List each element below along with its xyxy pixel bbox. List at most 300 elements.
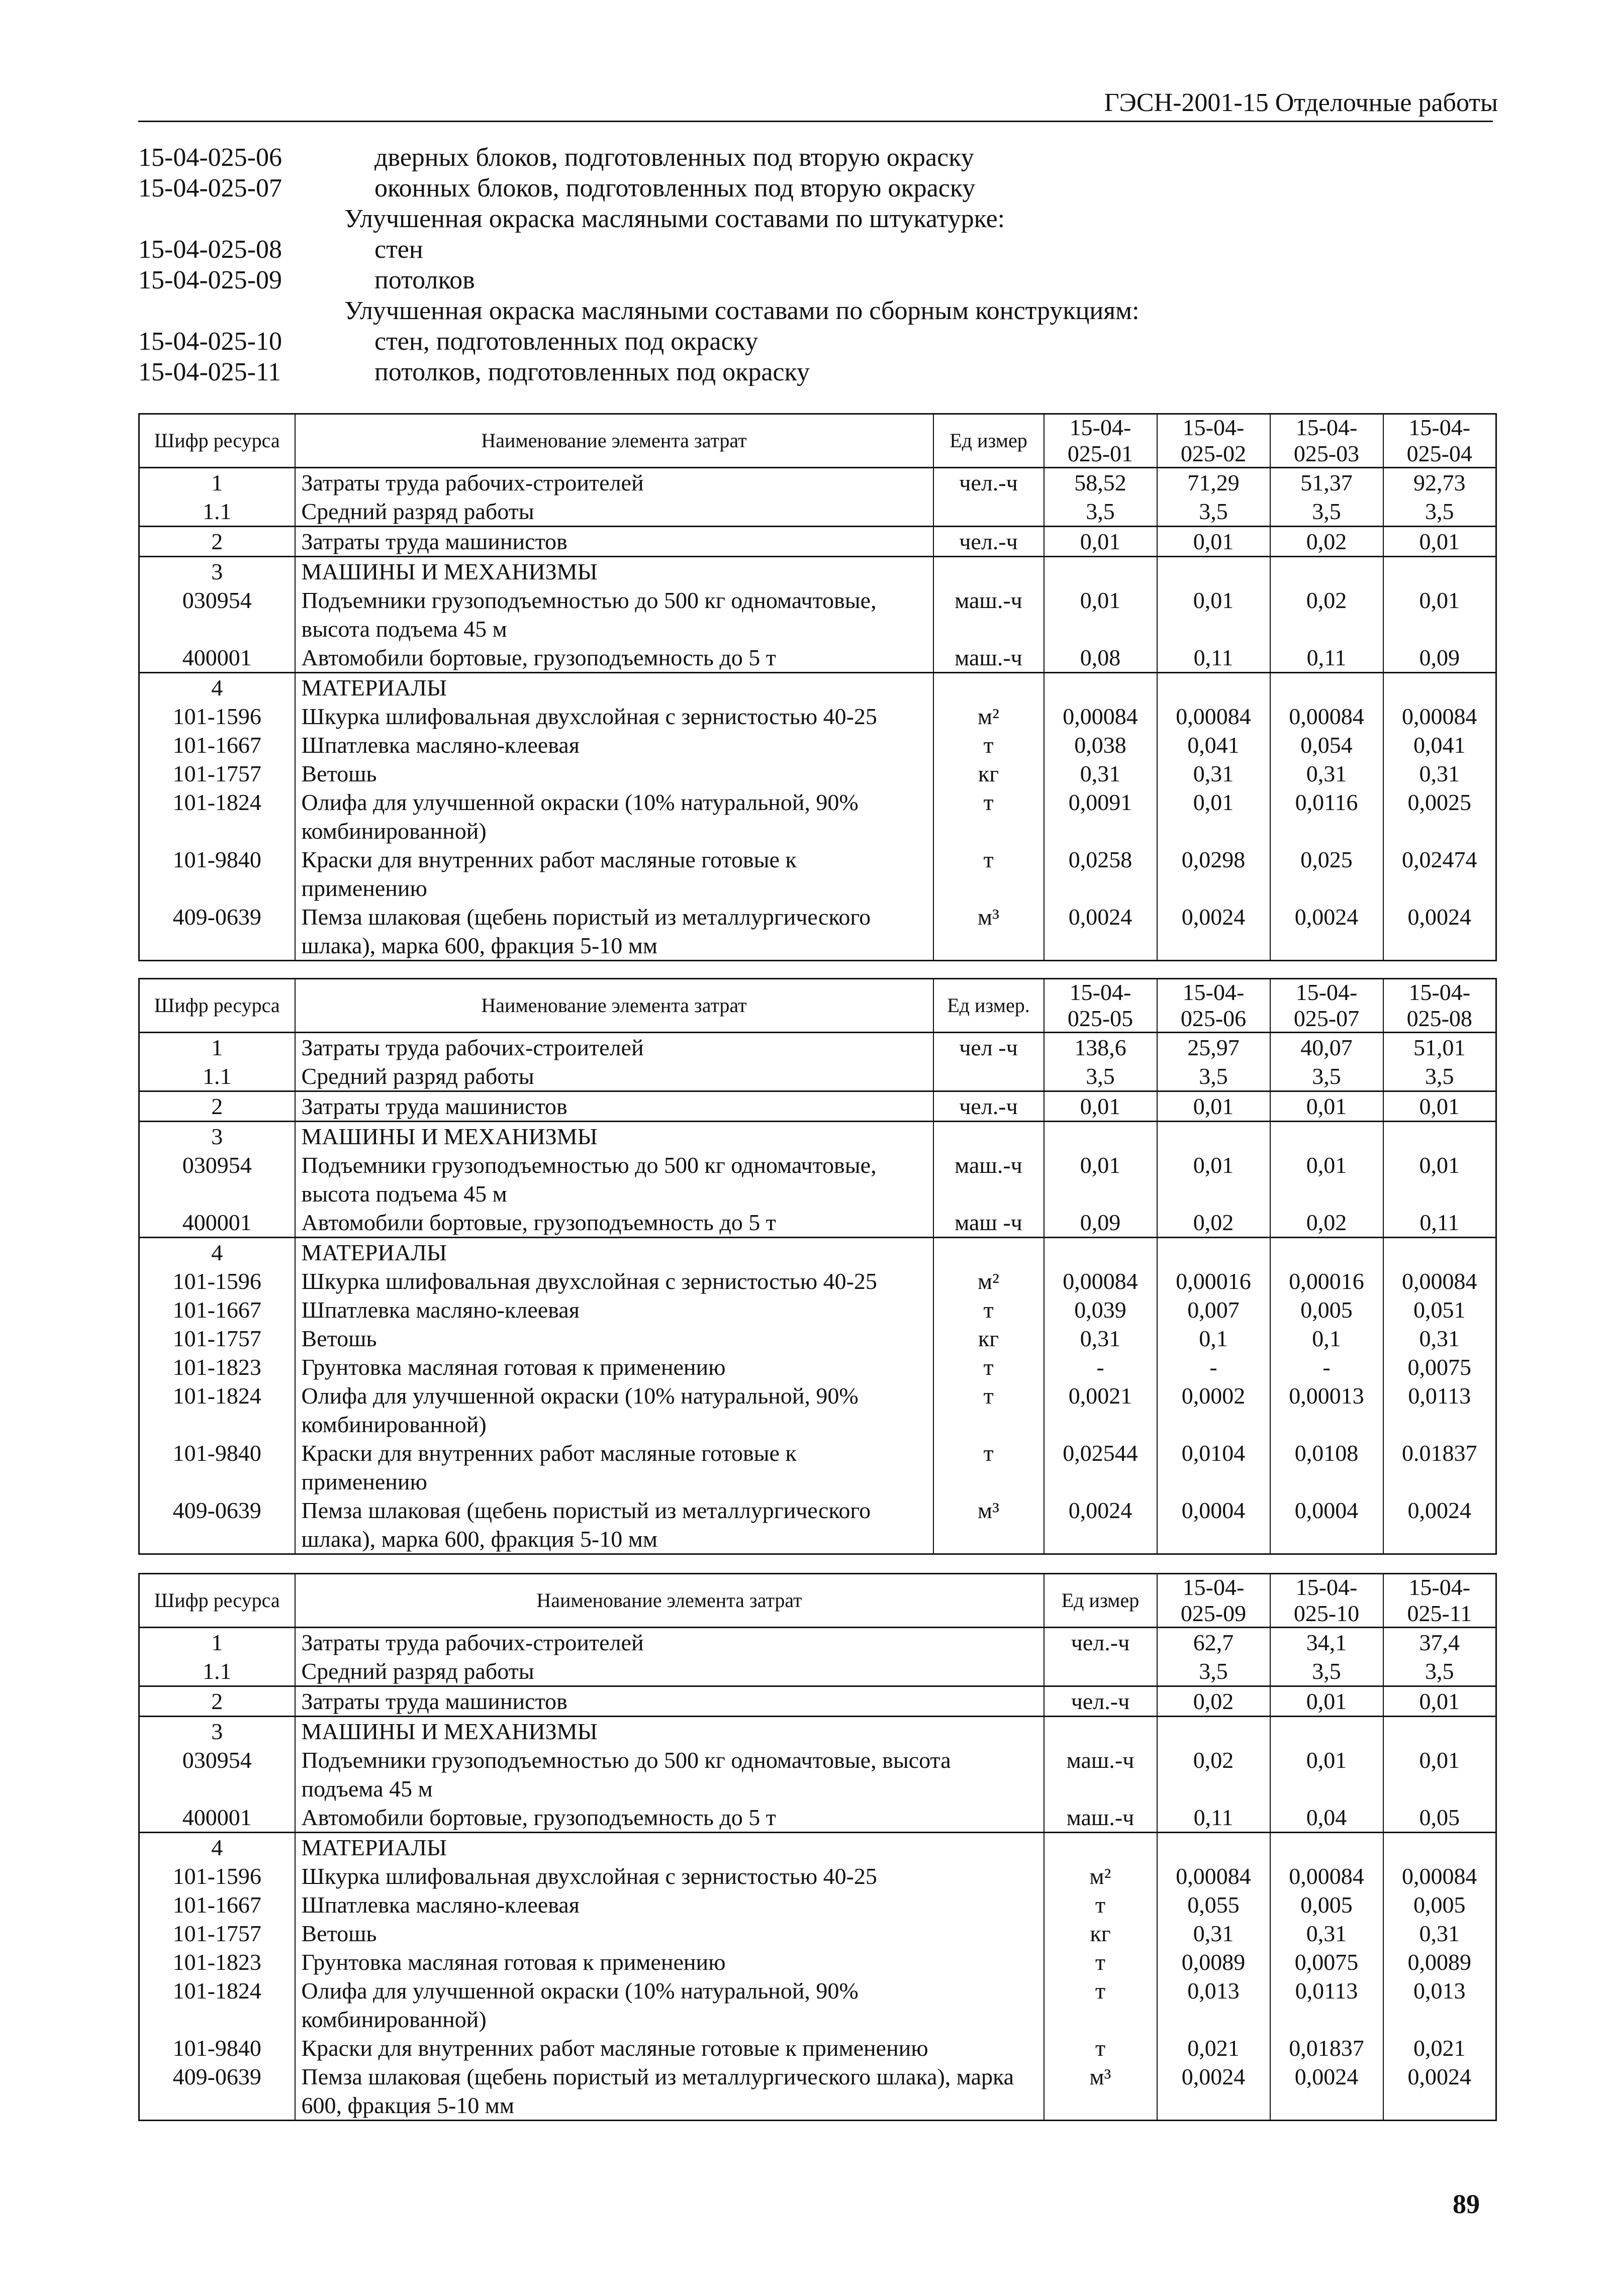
col-norm-header: 15-04- 025-11 xyxy=(1383,1574,1496,1628)
value-cell: 40,07 xyxy=(1270,1033,1383,1062)
value-cell: 0,0024 xyxy=(1044,1496,1157,1554)
cost-element-name: Олифа для улучшенной окраски (10% натуральной, 90% комбинированной) xyxy=(295,788,933,845)
section-row xyxy=(139,1238,1496,1267)
norm-line xyxy=(138,142,1495,173)
cost-element-name: Затраты труда машинистов xyxy=(295,1091,933,1122)
norm-code: 15-04-025-07 xyxy=(138,174,282,203)
value-cell: 0,0021 xyxy=(1044,1381,1157,1439)
cost-element-name: Олифа для улучшенной окраски (10% натуральной, 90% комбинированной) xyxy=(295,1381,933,1439)
value-cell: 0,00013 xyxy=(1270,1381,1383,1439)
value-cell: 0,05 xyxy=(1383,1803,1496,1833)
value-cell: 0,00084 xyxy=(1044,1267,1157,1295)
unit-cell: м² xyxy=(1044,1862,1157,1890)
resource-code: 101-1596 xyxy=(139,1862,295,1890)
value-cell: 0,31 xyxy=(1383,759,1496,788)
resource-code: 030954 xyxy=(139,1151,295,1208)
cost-element-name: Ветошь xyxy=(295,1324,933,1353)
value-cell: 25,97 xyxy=(1157,1033,1270,1062)
value-cell: 0,01 xyxy=(1383,1746,1496,1803)
value-cell: 0,0089 xyxy=(1383,1948,1496,1976)
resource-code: 3 xyxy=(139,557,295,586)
unit-cell: чел.-ч xyxy=(933,1091,1044,1122)
col-norm-header: 15-04- 025-10 xyxy=(1270,1574,1383,1628)
value-cell: 0,041 xyxy=(1383,731,1496,759)
value-cell: 3,5 xyxy=(1270,497,1383,527)
value-cell: 0,0025 xyxy=(1383,788,1496,845)
unit-cell: чел.-ч xyxy=(1044,1686,1157,1717)
value-cell: 62,7 xyxy=(1157,1628,1270,1657)
norm-line xyxy=(138,357,1495,387)
value-cell: 0,01 xyxy=(1383,527,1496,557)
value-cell: 0,01 xyxy=(1383,1151,1496,1208)
col-norm-header: 15-04- 025-09 xyxy=(1157,1574,1270,1628)
table-row xyxy=(139,1628,1496,1657)
cost-element-name: Грунтовка масляная готовая к применению xyxy=(295,1353,933,1381)
section-row xyxy=(139,557,1496,586)
value-cell: 34,1 xyxy=(1270,1628,1383,1657)
table-body xyxy=(139,1033,1496,1554)
unit-cell: т xyxy=(933,1439,1044,1496)
resource-code: 409-0639 xyxy=(139,903,295,961)
value-cell xyxy=(1157,1238,1270,1267)
value-cell: 3,5 xyxy=(1157,1657,1270,1686)
resource-code: 2 xyxy=(139,1686,295,1717)
table-row xyxy=(139,1657,1496,1686)
table-row xyxy=(139,1890,1496,1919)
value-cell: 0,01837 xyxy=(1270,2034,1383,2062)
value-cell: 0,02 xyxy=(1270,1208,1383,1238)
value-cell: 0,11 xyxy=(1157,1803,1270,1833)
col-unit-header: Ед измер xyxy=(933,414,1044,468)
value-cell: 3,5 xyxy=(1157,497,1270,527)
unit-cell: т xyxy=(1044,1948,1157,1976)
table-row xyxy=(139,788,1496,845)
value-cell: 0,09 xyxy=(1383,643,1496,673)
norm-text: потолков, подготовленных под окраску xyxy=(374,358,810,386)
table-row xyxy=(139,1496,1496,1554)
unit-cell: чел.-ч xyxy=(1044,1628,1157,1657)
table-row xyxy=(139,1803,1496,1833)
value-cell: 0,11 xyxy=(1383,1208,1496,1238)
table-row xyxy=(139,1151,1496,1208)
resource-code: 101-1757 xyxy=(139,1919,295,1948)
value-cell: 0,01 xyxy=(1270,1091,1383,1122)
cost-element-name: Средний разряд работы xyxy=(295,497,933,527)
unit-cell: т xyxy=(933,788,1044,845)
unit-cell xyxy=(933,1122,1044,1151)
resource-code: 400001 xyxy=(139,643,295,673)
resource-code: 409-0639 xyxy=(139,1496,295,1554)
resource-code: 030954 xyxy=(139,586,295,643)
cost-element-name: Затраты труда рабочих-строителей xyxy=(295,1033,933,1062)
unit-cell: маш.-ч xyxy=(933,1151,1044,1208)
value-cell: 0,01 xyxy=(1044,1091,1157,1122)
section-title: МАТЕРИАЛЫ xyxy=(295,1833,1044,1862)
col-code-header: Шифр ресурса xyxy=(139,414,295,468)
table-row xyxy=(139,1353,1496,1381)
value-cell: 3,5 xyxy=(1270,1062,1383,1091)
cost-element-name: Шпатлевка масляно-клеевая xyxy=(295,1890,1044,1919)
value-cell xyxy=(1383,557,1496,586)
unit-cell: т xyxy=(933,1295,1044,1324)
unit-cell: м² xyxy=(933,1267,1044,1295)
col-norm-header: 15-04- 025-06 xyxy=(1157,979,1270,1033)
unit-cell: чел.-ч xyxy=(933,527,1044,557)
value-cell: 0,31 xyxy=(1157,1919,1270,1948)
unit-cell: чел -ч xyxy=(933,1033,1044,1062)
value-cell: 0,01 xyxy=(1044,586,1157,643)
table-row xyxy=(139,845,1496,903)
table-row xyxy=(139,731,1496,759)
cost-element-name: Подъемники грузоподъемностью до 500 кг одномачтовые, высота подъема 45 м xyxy=(295,1746,1044,1803)
value-cell xyxy=(1270,1717,1383,1746)
unit-cell xyxy=(933,1238,1044,1267)
value-cell: 0,0113 xyxy=(1270,1976,1383,2034)
page-number: 89 xyxy=(1453,2189,1480,2219)
unit-cell xyxy=(933,1062,1044,1091)
col-norm-header: 15-04- 025-01 xyxy=(1044,414,1157,468)
unit-cell: м² xyxy=(933,702,1044,731)
unit-cell xyxy=(1044,1717,1157,1746)
value-cell xyxy=(1044,673,1157,703)
resource-code: 101-9840 xyxy=(139,1439,295,1496)
table-row xyxy=(139,1746,1496,1803)
unit-cell: маш -ч xyxy=(933,1208,1044,1238)
unit-cell: кг xyxy=(1044,1919,1157,1948)
cost-element-name: Автомобили бортовые, грузоподъемность до 5 т xyxy=(295,1803,1044,1833)
value-cell: 0,038 xyxy=(1044,731,1157,759)
value-cell: 0,0024 xyxy=(1383,1496,1496,1554)
value-cell: - xyxy=(1270,1353,1383,1381)
group-heading xyxy=(138,295,1495,326)
resource-code: 101-1667 xyxy=(139,1890,295,1919)
cost-element-name: Краски для внутренних работ масляные готовые к применению xyxy=(295,2034,1044,2062)
resource-code: 101-1596 xyxy=(139,702,295,731)
value-cell: 3,5 xyxy=(1383,1062,1496,1091)
resource-code: 1 xyxy=(139,1033,295,1062)
cost-element-name: Краски для внутренних работ масляные готовые к применению xyxy=(295,845,933,903)
value-cell: 0,01 xyxy=(1044,527,1157,557)
unit-cell: кг xyxy=(933,1324,1044,1353)
value-cell: 3,5 xyxy=(1270,1657,1383,1686)
value-cell: 0,02 xyxy=(1270,586,1383,643)
value-cell: 0,01 xyxy=(1157,527,1270,557)
table-row xyxy=(139,1295,1496,1324)
header-rule xyxy=(138,121,1493,122)
table-row xyxy=(139,759,1496,788)
table-row xyxy=(139,643,1496,673)
section-row xyxy=(139,673,1496,703)
section-title: МАТЕРИАЛЫ xyxy=(295,1238,933,1267)
resource-code: 101-1824 xyxy=(139,788,295,845)
resource-code: 101-1757 xyxy=(139,759,295,788)
value-cell xyxy=(1157,673,1270,703)
value-cell: 0,0024 xyxy=(1157,2062,1270,2121)
cost-element-name: Шкурка шлифовальная двухслойная с зернистостью 40-25 xyxy=(295,1267,933,1295)
value-cell xyxy=(1270,557,1383,586)
unit-cell: т xyxy=(933,1381,1044,1439)
value-cell: 92,73 xyxy=(1383,468,1496,497)
resource-code: 409-0639 xyxy=(139,2062,295,2121)
cost-element-name: Средний разряд работы xyxy=(295,1062,933,1091)
value-cell: 0,00084 xyxy=(1044,702,1157,731)
value-cell: 0,31 xyxy=(1270,759,1383,788)
value-cell xyxy=(1044,557,1157,586)
unit-cell: м³ xyxy=(1044,2062,1157,2121)
norm-line xyxy=(138,234,1495,265)
value-cell xyxy=(1383,1122,1496,1151)
value-cell: 0,01 xyxy=(1270,1686,1383,1717)
value-cell: 0,005 xyxy=(1270,1295,1383,1324)
resource-code: 400001 xyxy=(139,1803,295,1833)
value-cell: 0,31 xyxy=(1044,759,1157,788)
section-row xyxy=(139,1833,1496,1862)
value-cell xyxy=(1270,1833,1383,1862)
value-cell: 0,09 xyxy=(1044,1208,1157,1238)
norm-line xyxy=(138,265,1495,295)
cost-element-name: Подъемники грузоподъемностью до 500 кг одномачтовые, высота подъема 45 м xyxy=(295,586,933,643)
value-cell: 0,02 xyxy=(1157,1686,1270,1717)
value-cell: 0,11 xyxy=(1157,643,1270,673)
value-cell: 58,52 xyxy=(1044,468,1157,497)
resource-table-3 xyxy=(138,1573,1497,2121)
table-row xyxy=(139,702,1496,731)
cost-element-name: Автомобили бортовые, грузоподъемность до 5 т xyxy=(295,643,933,673)
resource-code: 101-9840 xyxy=(139,2034,295,2062)
norm-code: 15-04-025-06 xyxy=(138,143,282,172)
value-cell: 0,041 xyxy=(1157,731,1270,759)
resource-code: 101-1824 xyxy=(139,1381,295,1439)
value-cell: 0,055 xyxy=(1157,1890,1270,1919)
value-cell: - xyxy=(1044,1353,1157,1381)
resource-code: 101-1667 xyxy=(139,731,295,759)
value-cell: 0,08 xyxy=(1044,643,1157,673)
unit-cell: кг xyxy=(933,759,1044,788)
value-cell: 0,0024 xyxy=(1157,903,1270,961)
table-row xyxy=(139,1976,1496,2034)
unit-cell: т xyxy=(1044,2034,1157,2062)
value-cell: 0,0004 xyxy=(1157,1496,1270,1554)
unit-cell: т xyxy=(1044,1976,1157,2034)
value-cell: 0,00084 xyxy=(1383,1862,1496,1890)
table-row xyxy=(139,2062,1496,2121)
section-row xyxy=(139,1717,1496,1746)
unit-cell: маш.-ч xyxy=(933,586,1044,643)
resource-code: 030954 xyxy=(139,1746,295,1803)
value-cell xyxy=(1383,1238,1496,1267)
value-cell: 0,0104 xyxy=(1157,1439,1270,1496)
unit-cell: т xyxy=(933,845,1044,903)
cost-element-name: Шпатлевка масляно-клеевая xyxy=(295,731,933,759)
value-cell: 0,0116 xyxy=(1270,788,1383,845)
resource-code: 4 xyxy=(139,1833,295,1862)
value-cell: 0,0024 xyxy=(1383,903,1496,961)
cost-element-name: Затраты труда машинистов xyxy=(295,527,933,557)
value-cell: 0,01 xyxy=(1270,1746,1383,1803)
resource-code: 4 xyxy=(139,1238,295,1267)
value-cell: 138,6 xyxy=(1044,1033,1157,1062)
section-title: МАШИНЫ И МЕХАНИЗМЫ xyxy=(295,1122,933,1151)
value-cell: 0,007 xyxy=(1157,1295,1270,1324)
norm-code: 15-04-025-09 xyxy=(138,266,282,294)
value-cell xyxy=(1044,1122,1157,1151)
unit-cell: м³ xyxy=(933,903,1044,961)
table-row xyxy=(139,903,1496,961)
value-cell: 0,11 xyxy=(1270,643,1383,673)
value-cell: 0,0091 xyxy=(1044,788,1157,845)
cost-element-name: Затраты труда машинистов xyxy=(295,1686,1044,1717)
value-cell: 0,013 xyxy=(1157,1976,1270,2034)
cost-element-name: Пемза шлаковая (щебень пористый из металлургического шлака), марка 600, фракция 5-10 мм xyxy=(295,2062,1044,2121)
cost-element-name: Пемза шлаковая (щебень пористый из металлургического шлака), марка 600, фракция 5-10 мм xyxy=(295,1496,933,1554)
value-cell: 3,5 xyxy=(1044,1062,1157,1091)
resource-code: 3 xyxy=(139,1717,295,1746)
col-code-header: Шифр ресурса xyxy=(139,1574,295,1628)
value-cell: 0,005 xyxy=(1383,1890,1496,1919)
cost-element-name: Шпатлевка масляно-клеевая xyxy=(295,1295,933,1324)
resource-code: 400001 xyxy=(139,1208,295,1238)
norm-text: оконных блоков, подготовленных под вторую окраску xyxy=(374,174,976,203)
cost-element-name: Олифа для улучшенной окраски (10% натуральной, 90% комбинированной) xyxy=(295,1976,1044,2034)
value-cell: 0,00084 xyxy=(1157,702,1270,731)
value-cell xyxy=(1383,673,1496,703)
table-row xyxy=(139,1439,1496,1496)
value-cell xyxy=(1157,1717,1270,1746)
value-cell: 0,0113 xyxy=(1383,1381,1496,1439)
value-cell: 0,01 xyxy=(1157,788,1270,845)
resource-code: 101-9840 xyxy=(139,845,295,903)
value-cell: 3,5 xyxy=(1157,1062,1270,1091)
value-cell: 51,37 xyxy=(1270,468,1383,497)
cost-element-name: Шкурка шлифовальная двухслойная с зернистостью 40-25 xyxy=(295,702,933,731)
norm-text: стен xyxy=(374,235,423,264)
norm-code: 15-04-025-11 xyxy=(138,358,281,386)
value-cell: 0,0024 xyxy=(1270,2062,1383,2121)
resource-code: 4 xyxy=(139,673,295,703)
group-heading xyxy=(138,204,1495,234)
norm-code: 15-04-025-10 xyxy=(138,327,282,356)
value-cell: 0,00084 xyxy=(1157,1862,1270,1890)
table-row xyxy=(139,1033,1496,1062)
value-cell: 0,02474 xyxy=(1383,845,1496,903)
norm-text: дверных блоков, подготовленных под вторую окраску xyxy=(374,143,974,172)
value-cell: 0,1 xyxy=(1157,1324,1270,1353)
value-cell: 0,00084 xyxy=(1383,1267,1496,1295)
col-norm-header: 15-04- 025-04 xyxy=(1383,414,1496,468)
value-cell: 0,021 xyxy=(1157,2034,1270,2062)
resource-code: 1.1 xyxy=(139,1657,295,1686)
table-body xyxy=(139,1628,1496,2121)
resource-code: 1.1 xyxy=(139,497,295,527)
table-row xyxy=(139,586,1496,643)
value-cell: 0,01 xyxy=(1270,1151,1383,1208)
value-cell: 0,02544 xyxy=(1044,1439,1157,1496)
table-row xyxy=(139,1324,1496,1353)
value-cell: 0,01 xyxy=(1383,1091,1496,1122)
value-cell: 0,01 xyxy=(1157,1151,1270,1208)
value-cell: 0.01837 xyxy=(1383,1439,1496,1496)
value-cell: 0,025 xyxy=(1270,845,1383,903)
norm-code: 15-04-025-08 xyxy=(138,235,282,264)
table-row xyxy=(139,1381,1496,1439)
col-name-header: Наименование элемента затрат xyxy=(295,1574,1044,1628)
unit-cell xyxy=(933,497,1044,527)
value-cell xyxy=(1044,1238,1157,1267)
col-norm-header: 15-04- 025-08 xyxy=(1383,979,1496,1033)
table-body xyxy=(139,468,1496,961)
value-cell: 0,01 xyxy=(1157,1091,1270,1122)
value-cell: 0,04 xyxy=(1270,1803,1383,1833)
value-cell xyxy=(1157,1833,1270,1862)
resource-code: 101-1757 xyxy=(139,1324,295,1353)
value-cell xyxy=(1157,557,1270,586)
col-name-header: Наименование элемента затрат xyxy=(295,414,933,468)
resource-table-1 xyxy=(138,413,1497,961)
norm-list xyxy=(138,142,1495,387)
cost-element-name: Пемза шлаковая (щебень пористый из металлургического шлака), марка 600, фракция 5-10 мм xyxy=(295,903,933,961)
cost-element-name: Шкурка шлифовальная двухслойная с зернистостью 40-25 xyxy=(295,1862,1044,1890)
resource-code: 101-1596 xyxy=(139,1267,295,1295)
unit-cell: чел.-ч xyxy=(933,468,1044,497)
value-cell: 0,00016 xyxy=(1157,1267,1270,1295)
value-cell: 0,1 xyxy=(1270,1324,1383,1353)
value-cell: 0,31 xyxy=(1157,759,1270,788)
value-cell: 0,02 xyxy=(1270,527,1383,557)
cost-element-name: Средний разряд работы xyxy=(295,1657,1044,1686)
value-cell: 0,31 xyxy=(1270,1919,1383,1948)
value-cell: 0,31 xyxy=(1044,1324,1157,1353)
value-cell: 0,0024 xyxy=(1044,903,1157,961)
value-cell: 0,01 xyxy=(1044,1151,1157,1208)
resource-code: 2 xyxy=(139,527,295,557)
unit-cell: маш.-ч xyxy=(1044,1746,1157,1803)
resource-code: 101-1667 xyxy=(139,1295,295,1324)
table-row xyxy=(139,527,1496,557)
cost-element-name: Автомобили бортовые, грузоподъемность до 5 т xyxy=(295,1208,933,1238)
unit-cell: маш.-ч xyxy=(1044,1803,1157,1833)
section-title: МАШИНЫ И МЕХАНИЗМЫ xyxy=(295,557,933,586)
resource-code: 1.1 xyxy=(139,1062,295,1091)
norm-text: Улучшенная окраска масляными составами по сборным конструкциям: xyxy=(344,296,1140,325)
value-cell: 3,5 xyxy=(1383,497,1496,527)
value-cell: 0,005 xyxy=(1270,1890,1383,1919)
col-code-header: Шифр ресурса xyxy=(139,979,295,1033)
unit-cell xyxy=(933,673,1044,703)
value-cell xyxy=(1270,1238,1383,1267)
col-norm-header: 15-04- 025-03 xyxy=(1270,414,1383,468)
norm-text: Улучшенная окраска масляными составами по штукатурке: xyxy=(344,205,1005,233)
resource-code: 101-1823 xyxy=(139,1948,295,1976)
value-cell: 0,01 xyxy=(1383,1686,1496,1717)
value-cell: 3,5 xyxy=(1044,497,1157,527)
value-cell xyxy=(1383,1833,1496,1862)
value-cell: 71,29 xyxy=(1157,468,1270,497)
value-cell: 0,054 xyxy=(1270,731,1383,759)
cost-element-name: Ветошь xyxy=(295,1919,1044,1948)
unit-cell: т xyxy=(933,1353,1044,1381)
table-row xyxy=(139,1948,1496,1976)
value-cell: 0,051 xyxy=(1383,1295,1496,1324)
value-cell: 0,0258 xyxy=(1044,845,1157,903)
section-row xyxy=(139,1122,1496,1151)
value-cell: 0,0024 xyxy=(1383,2062,1496,2121)
col-unit-header: Ед измер xyxy=(1044,1574,1157,1628)
resource-code: 2 xyxy=(139,1091,295,1122)
unit-cell: т xyxy=(1044,1890,1157,1919)
unit-cell: т xyxy=(933,731,1044,759)
cost-element-name: Грунтовка масляная готовая к применению xyxy=(295,1948,1044,1976)
table-row xyxy=(139,2034,1496,2062)
